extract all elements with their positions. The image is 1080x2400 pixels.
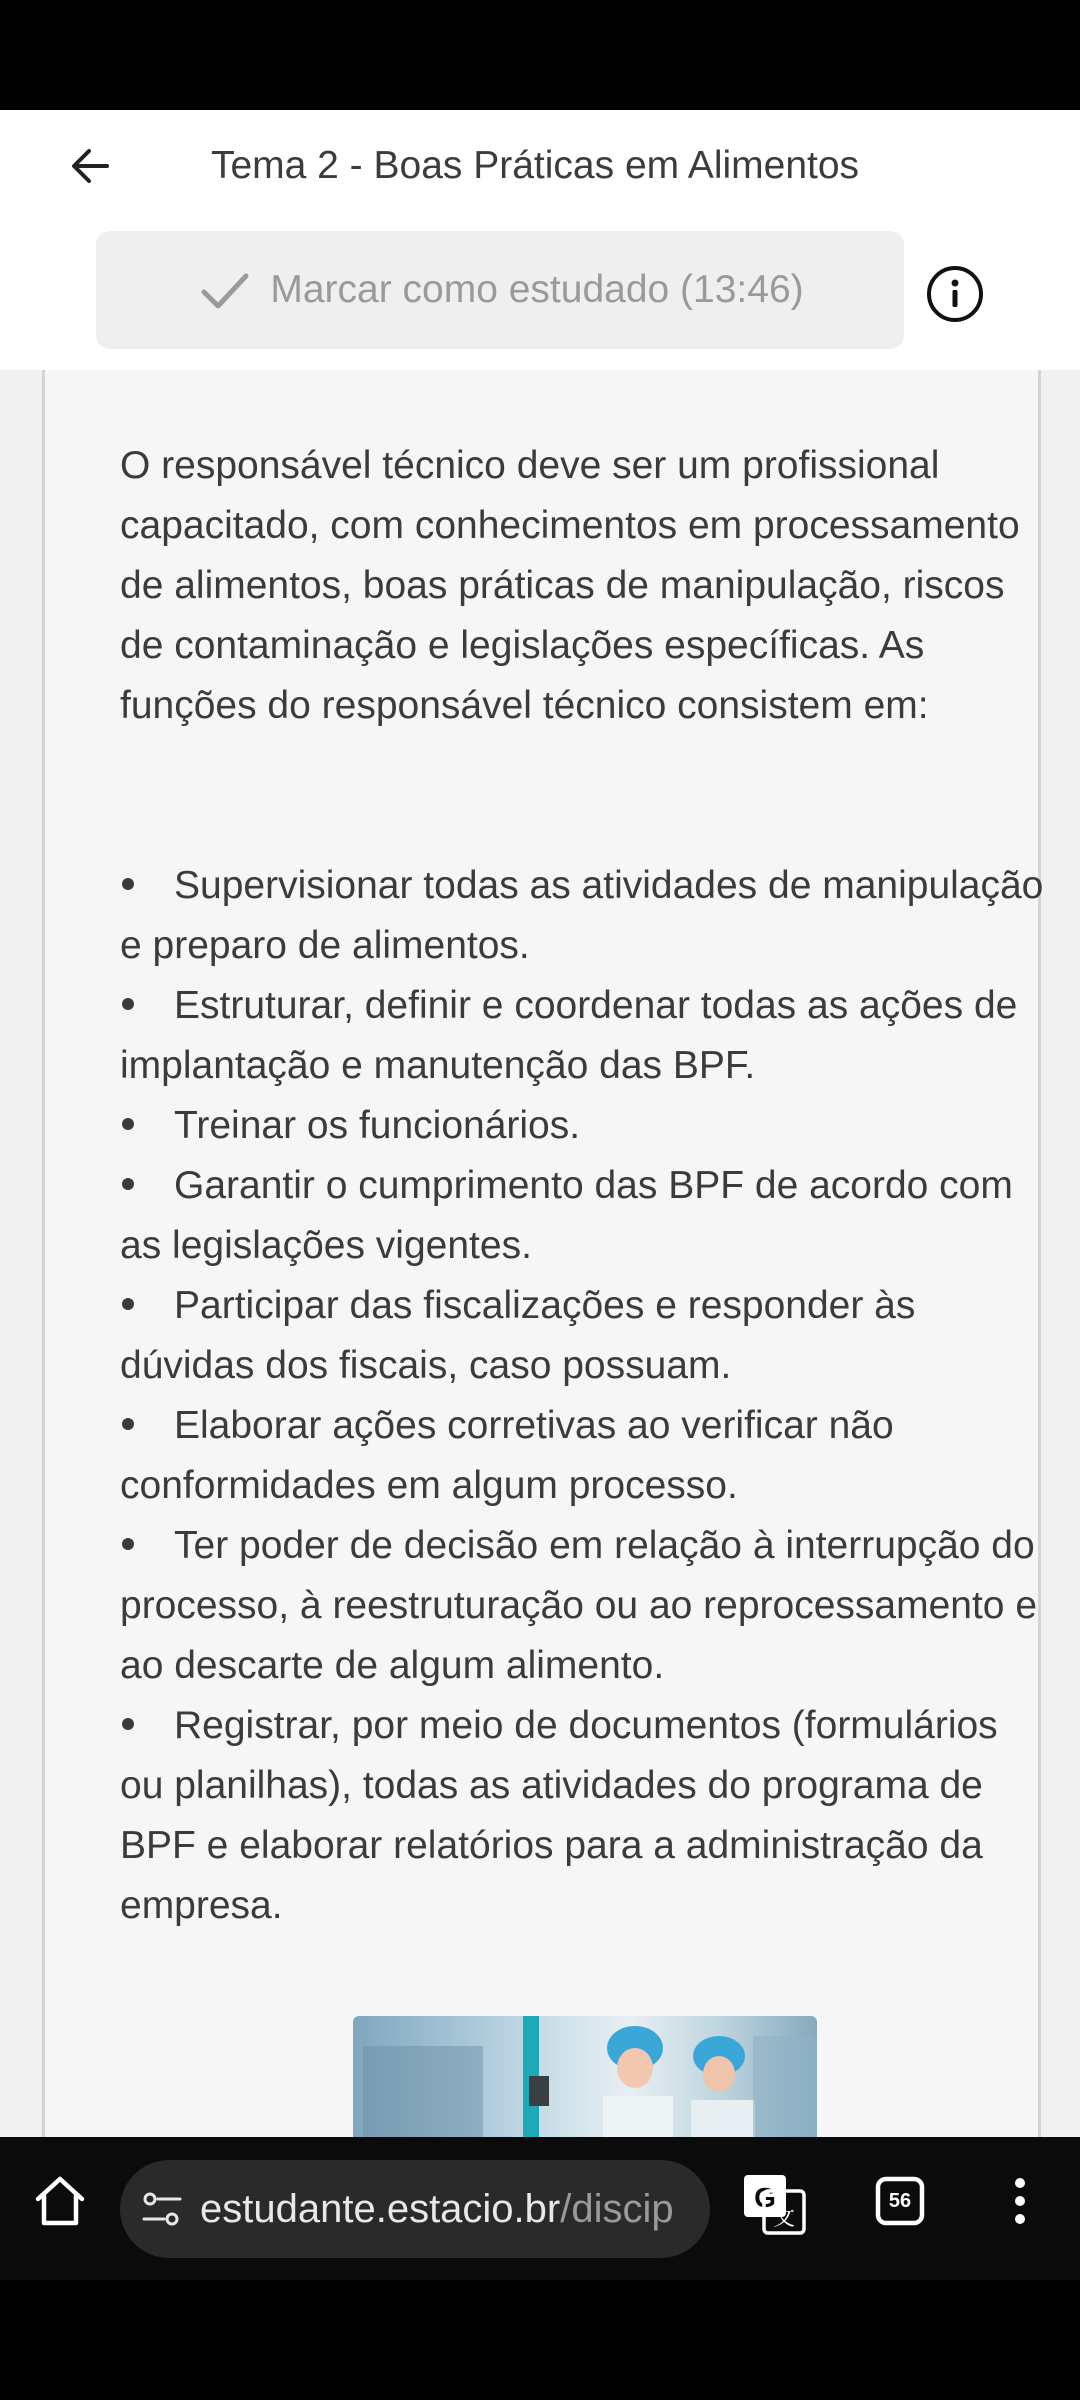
home-icon (30, 2171, 90, 2231)
list-item: Treinar os funcionários. (120, 1096, 1050, 1156)
list-item: Garantir o cumprimento das BPF de acordo com as legislações vigentes. (120, 1164, 1013, 1267)
site-settings-icon (140, 2187, 184, 2231)
list-item: Estruturar, definir e coordenar todas as ações de implantação e manutenção das BPF. (120, 984, 1018, 1087)
list-item: Supervisionar todas as atividades de manipulação e preparo de alimentos. (120, 864, 1044, 967)
list-item: Registrar, por meio de documentos (formulários ou planilhas), todas as atividades do programa de BPF e elaborar relatórios para a administração da empresa. (120, 1704, 998, 1927)
back-arrow-icon (67, 143, 113, 189)
list-item: Participar das fiscalizações e responder às dúvidas dos fiscais, caso possuam. (120, 1284, 916, 1387)
back-button[interactable] (56, 132, 124, 200)
article-card (42, 370, 1044, 2137)
mark-as-studied-label: Marcar como estudado (13:46) (270, 268, 804, 311)
status-bar (0, 0, 1080, 110)
svg-text:文: 文 (772, 2206, 796, 2231)
list-item: Ter poder de decisão em relação à interrupção do processo, à reestruturação ou ao reprocessamento e ao descarte de algum alimento. (120, 1524, 1038, 1687)
intro-paragraph: O responsável técnico deve ser um profissional capacitado, com conhecimentos em processamento de alimentos, boas práticas de manipulação, riscos de contaminação e legislações específicas. As funções do responsável técnico consistem em: (120, 444, 1020, 727)
bullet-dot (122, 1118, 134, 1130)
info-icon (922, 261, 988, 327)
home-button[interactable] (30, 2171, 90, 2231)
content-area[interactable] (0, 370, 1080, 2137)
more-vert-icon (1000, 2171, 1040, 2231)
check-icon (196, 262, 252, 318)
address-bar[interactable] (120, 2160, 710, 2258)
url-text (200, 2187, 690, 2232)
bullet-dot (122, 1178, 134, 1190)
page-title: Tema 2 - Boas Práticas em Alimentos (210, 144, 860, 187)
more-options-button[interactable] (1000, 2171, 1040, 2231)
svg-text:G: G (754, 2182, 776, 2213)
bullet-dot (122, 878, 134, 890)
responsibilities-list (120, 856, 1050, 1936)
lab-photo-illustration (353, 2016, 817, 2137)
bullet-dot (122, 1718, 134, 1730)
bullet-dot (122, 998, 134, 1010)
translate-icon (740, 2169, 808, 2237)
bullet-dot (122, 1418, 134, 1430)
tabs-button[interactable] (870, 2171, 930, 2231)
url-host: estudante.estacio.br (200, 2186, 561, 2231)
mark-as-studied-button[interactable] (96, 231, 904, 349)
info-button[interactable] (922, 261, 988, 327)
tab-count: 56 (888, 2190, 912, 2212)
list-item: Elaborar ações corretivas ao verificar não conformidades em algum processo. (120, 1404, 894, 1507)
bullet-dot (122, 1538, 134, 1550)
url-path: /discip (560, 2186, 674, 2231)
bullet-dot (122, 1298, 134, 1310)
lab-workers-image (353, 2016, 817, 2137)
translate-button[interactable] (740, 2169, 808, 2237)
system-navigation-area (0, 2280, 1080, 2400)
